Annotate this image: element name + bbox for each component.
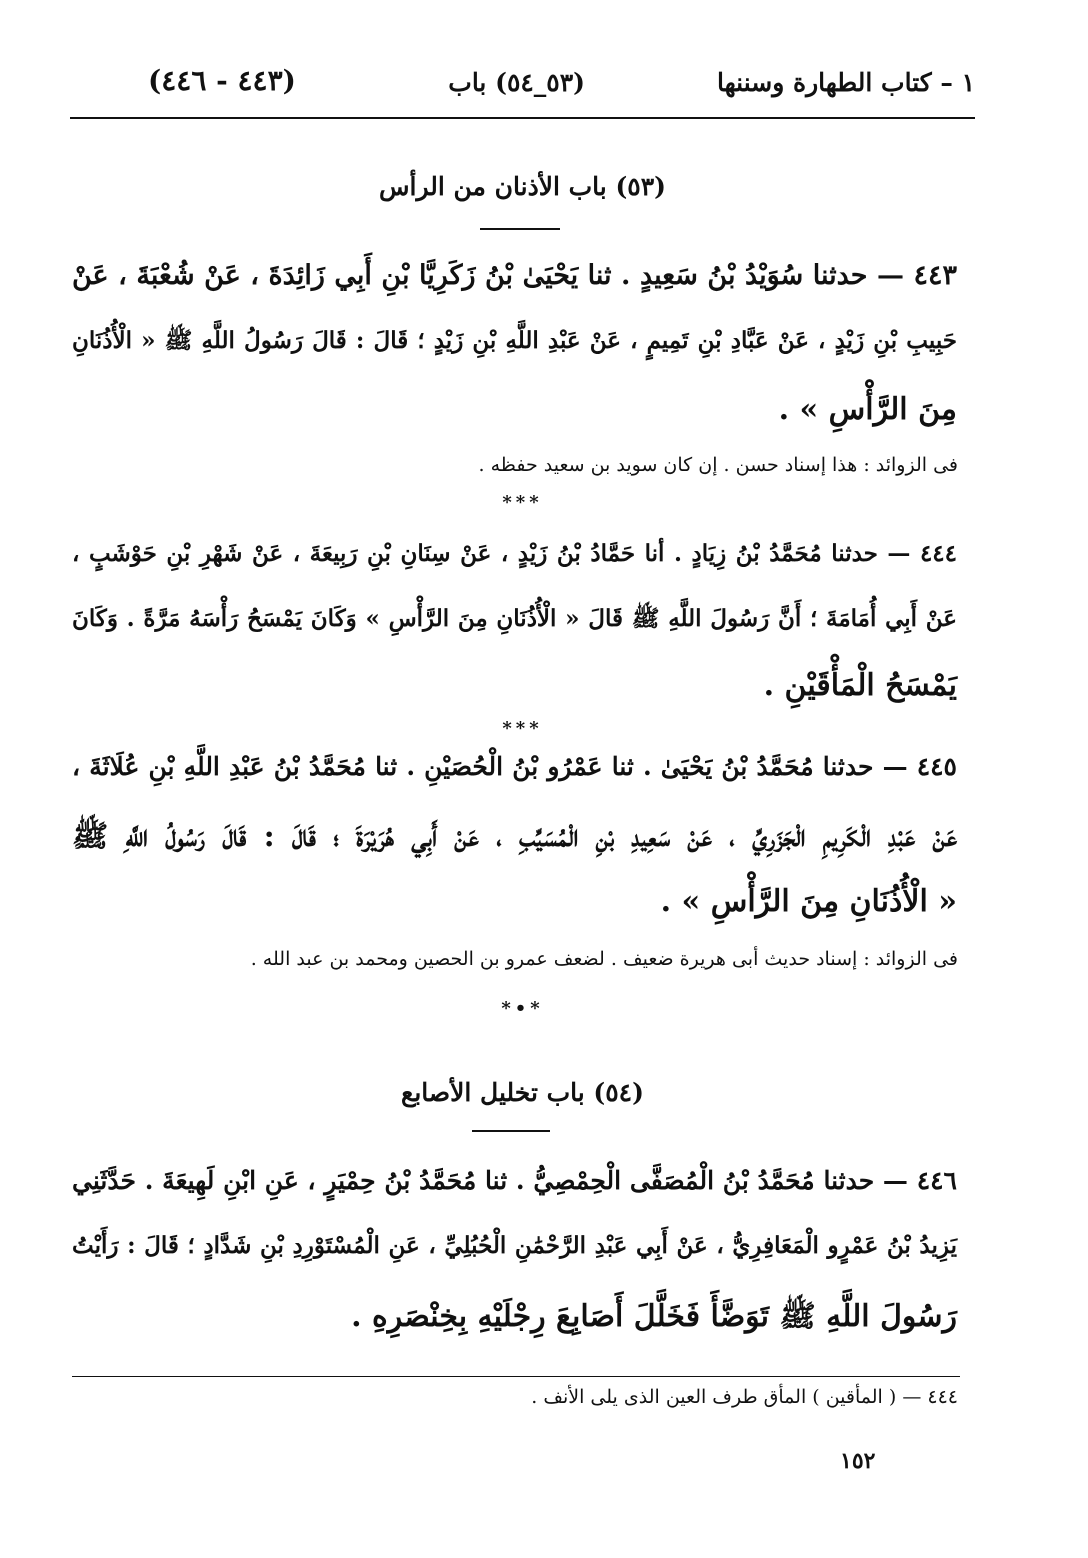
hadith-line: يَمْسَحُ الْمَأْقَيْنِ . [763,668,957,703]
hadith-line: ٤٤٦ — حدثنا مُحَمَّدُ بْنُ الْمُصَفَّى الْحِمْصِيُّ . ثنا مُحَمَّدُ بْنُ حِمْيَرٍ ، عَنِ ابْنِ لَهِيعَةَ . حَدَّثَنِي [72,1166,957,1195]
separator-stars: *•* [501,998,544,1019]
hadith-445 [72,752,957,932]
hadith-444 [72,540,957,720]
hadith-line: رَسُولَ اللَّهِ ﷺ تَوَضَّأَ فَخَلَّلَ أَصَابِعَ رِجْلَيْهِ بِخِنْصَرِهِ . [351,1299,957,1334]
separator-stars: *** [502,718,543,739]
hadith-line: يَزِيدُ بْنُ عَمْرٍو الْمَعَافِرِيُّ ، عَنْ أَبِي عَبْدِ الرَّحْمَٰنِ الْحُبُلِيِّ ، عَنِ الْمُسْتَوْرِدِ بْنِ شَدَّادٍ ؛ قَالَ : رَأَيْتُ [72,1232,957,1259]
footnote: ٤٤٤ — ( المأقين ) المأق طرف العين الذى يلى الأنف . [531,1386,958,1408]
footnote-rule [72,1376,960,1377]
page-number: ١٥٢ [840,1448,876,1474]
header-hadith-range: (٤٤٣ - ٤٤٦) [148,64,296,97]
title-divider [480,228,560,230]
hadith-line: ٤٤٥ — حدثنا مُحَمَّدُ بْنُ يَحْيَىٰ . ثنا عَمْرُو بْنُ الْحُصَيْنِ . ثنا مُحَمَّدُ بْنُ عَبْدِ اللَّهِ بْنِ عُلَاثَةَ ، [72,752,957,781]
hadith-446 [72,1166,957,1346]
hadith-line: حَبِيبِ بْنِ زَيْدٍ ، عَنْ عَبَّادِ بْنِ تَمِيمٍ ، عَنْ عَبْدِ اللَّهِ بْنِ زَيْدٍ ؛ قَالَ : قَالَ رَسُولُ اللَّهِ ﷺ « الْأُذُنَانِ [72,327,957,354]
separator-stars: *** [502,492,543,513]
hadith-line: « الْأُذُنَانِ مِنَ الرَّأْسِ » . [660,884,957,919]
chapter-title: (٥٣) باب الأذنان من الرأس [379,172,666,201]
zawaid-note: فى الزوائد : هذا إسناد حسن . إن كان سويد بن سعيد حفظه . [478,454,958,476]
hadith-line: ٤٤٣ — حدثنا سُوَيْدُ بْنُ سَعِيدٍ . ثنا يَحْيَىٰ بْنُ زَكَرِيَّا بْنِ أَبِي زَائِدَةَ ، عَنْ شُعْبَةَ ، عَنْ [72,260,957,291]
chapter-title: (٥٤) باب تخليل الأصابع [401,1078,644,1107]
hadith-line: عَنْ أَبِي أُمَامَةَ ؛ أَنَّ رَسُولَ اللَّهِ ﷺ قَالَ « الْأُذُنَانِ مِنَ الرَّأْسِ » وَكَانَ يَمْسَحُ رَأْسَهُ مَرَّةً . وَكَانَ [72,605,957,632]
running-header [70,62,975,110]
header-book-title: ١ – كتاب الطهارة وسننها [717,68,975,97]
header-rule [70,117,975,119]
header-chapter-range: (٥٣_٥٤) باب [448,68,585,97]
hadith-line: مِنَ الرَّأْسِ » . [778,392,957,427]
hadith-443 [72,260,957,440]
hadith-line: عَنْ عَبْدِ الْكَرِيمِ الْجَزَرِيِّ ، عَنْ سَعِيدِ بْنِ الْمُسَيِّبِ ، عَنْ أَبِي هُرَيْرَةَ ؛ قَالَ : قَالَ رَسُولُ اللَّهِ ﷺ [72,819,957,854]
hadith-line: ٤٤٤ — حدثنا مُحَمَّدُ بْنُ زِيَادٍ . أنا حَمَّادُ بْنُ زَيْدٍ ، عَنْ سِنَانِ بْنِ رَبِيعَةَ ، عَنْ شَهْرِ بْنِ حَوْشَبٍ ، [72,540,957,567]
zawaid-note: فى الزوائد : إسناد حديث أبى هريرة ضعيف . لضعف عمرو بن الحصين ومحمد بن عبد الله . [250,948,958,970]
title-divider [472,1130,550,1132]
